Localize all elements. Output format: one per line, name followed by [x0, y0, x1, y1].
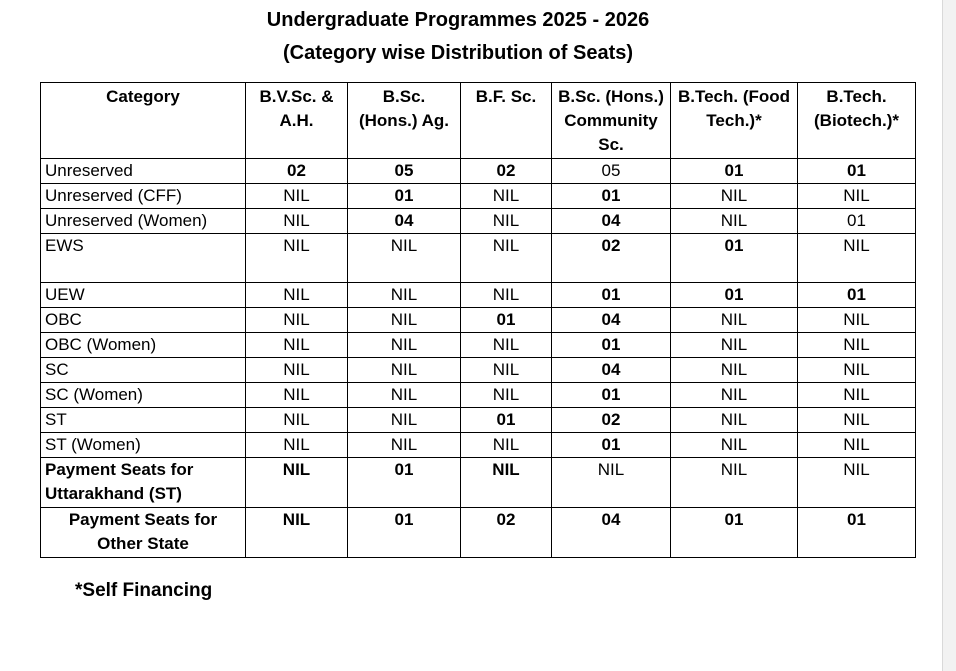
table-row — [41, 209, 916, 234]
seat-cell: NIL — [798, 184, 916, 209]
table-row — [41, 184, 916, 209]
seat-cell: NIL — [671, 333, 798, 358]
seat-cell: 01 — [798, 508, 916, 558]
seat-cell: 01 — [671, 159, 798, 184]
seat-cell: NIL — [348, 383, 461, 408]
table-header-row — [41, 83, 916, 159]
category-cell: Unreserved (CFF) — [41, 184, 246, 209]
seat-cell: NIL — [348, 308, 461, 333]
table-row — [41, 433, 916, 458]
seat-cell: NIL — [671, 184, 798, 209]
seat-cell: 01 — [671, 508, 798, 558]
seat-cell: NIL — [461, 458, 552, 508]
seat-cell: NIL — [798, 433, 916, 458]
seat-cell: 01 — [461, 308, 552, 333]
seat-cell: NIL — [348, 283, 461, 308]
seat-cell: NIL — [246, 184, 348, 209]
seat-cell: NIL — [246, 234, 348, 283]
table-row — [41, 358, 916, 383]
table-row — [41, 159, 916, 184]
seat-cell: 02 — [552, 408, 671, 433]
seat-cell: NIL — [461, 209, 552, 234]
seat-cell: NIL — [246, 283, 348, 308]
column-header-bsc-community: B.Sc. (Hons.) Community Sc. — [552, 83, 671, 159]
category-cell: Payment Seats for Other State — [41, 508, 246, 558]
seat-cell: NIL — [461, 184, 552, 209]
column-header-bvsc: B.V.Sc. & A.H. — [246, 83, 348, 159]
seat-cell: 01 — [348, 458, 461, 508]
category-cell: Unreserved (Women) — [41, 209, 246, 234]
category-cell: ST — [41, 408, 246, 433]
seat-cell: 01 — [552, 383, 671, 408]
table-row — [41, 333, 916, 358]
seat-cell: 04 — [348, 209, 461, 234]
seat-cell: NIL — [461, 333, 552, 358]
seat-cell: 01 — [348, 184, 461, 209]
seat-cell: NIL — [246, 433, 348, 458]
seat-cell: 01 — [461, 408, 552, 433]
column-header-btech-biotech: B.Tech. (Biotech.)* — [798, 83, 916, 159]
seat-cell: NIL — [461, 358, 552, 383]
category-cell: SC (Women) — [41, 383, 246, 408]
seat-cell: NIL — [461, 383, 552, 408]
seat-cell: 01 — [671, 283, 798, 308]
category-cell: EWS — [41, 234, 246, 283]
seat-cell: NIL — [246, 358, 348, 383]
category-cell: ST (Women) — [41, 433, 246, 458]
seat-cell: 01 — [671, 234, 798, 283]
seat-cell: NIL — [671, 433, 798, 458]
seat-cell: NIL — [798, 308, 916, 333]
seat-cell: NIL — [798, 358, 916, 383]
category-cell: SC — [41, 358, 246, 383]
seat-cell: NIL — [798, 234, 916, 283]
table-row — [41, 458, 916, 508]
column-header-bsc-ag: B.Sc. (Hons.) Ag. — [348, 83, 461, 159]
category-cell: UEW — [41, 283, 246, 308]
seat-cell: NIL — [552, 458, 671, 508]
seat-cell: NIL — [671, 358, 798, 383]
seat-cell: 04 — [552, 209, 671, 234]
table-row — [41, 234, 916, 283]
seat-cell: NIL — [246, 383, 348, 408]
seat-cell: NIL — [246, 458, 348, 508]
seat-cell: NIL — [348, 358, 461, 383]
seat-cell: NIL — [671, 408, 798, 433]
category-cell: OBC — [41, 308, 246, 333]
seat-cell: 01 — [552, 333, 671, 358]
seat-cell: 02 — [461, 508, 552, 558]
table-row — [41, 308, 916, 333]
seat-cell: 01 — [552, 184, 671, 209]
table-row — [41, 408, 916, 433]
page-title: Undergraduate Programmes 2025 - 2026 — [266, 9, 650, 31]
seat-cell: NIL — [246, 408, 348, 433]
seat-cell: 01 — [798, 159, 916, 184]
seat-cell: NIL — [671, 209, 798, 234]
seat-cell: 01 — [798, 209, 916, 234]
seat-cell: 04 — [552, 358, 671, 383]
table-row — [41, 283, 916, 308]
seat-cell: 02 — [552, 234, 671, 283]
column-header-category: Category — [41, 83, 246, 159]
seat-cell: NIL — [798, 458, 916, 508]
seat-cell: NIL — [798, 383, 916, 408]
seat-cell: 01 — [348, 508, 461, 558]
table-row — [41, 508, 916, 558]
footnote: *Self Financing — [75, 580, 213, 601]
seat-cell: 05 — [348, 159, 461, 184]
seat-cell: NIL — [671, 308, 798, 333]
window-edge — [942, 0, 956, 671]
seat-cell: 01 — [798, 283, 916, 308]
seat-cell: NIL — [246, 308, 348, 333]
seat-distribution-table — [40, 82, 916, 558]
category-cell: Payment Seats for Uttarakhand (ST) — [41, 458, 246, 508]
seat-cell: 01 — [552, 433, 671, 458]
seat-cell: NIL — [461, 234, 552, 283]
seat-cell: NIL — [461, 433, 552, 458]
column-header-bfsc: B.F. Sc. — [461, 83, 552, 159]
seat-cell: 04 — [552, 308, 671, 333]
seat-cell: 01 — [552, 283, 671, 308]
seat-cell: NIL — [348, 234, 461, 283]
category-cell: OBC (Women) — [41, 333, 246, 358]
seat-cell: 04 — [552, 508, 671, 558]
seat-cell: NIL — [798, 408, 916, 433]
seat-cell: NIL — [348, 408, 461, 433]
seat-cell: NIL — [246, 209, 348, 234]
seat-cell: NIL — [348, 333, 461, 358]
category-cell: Unreserved — [41, 159, 246, 184]
seat-cell: 02 — [461, 159, 552, 184]
table-row — [41, 383, 916, 408]
seat-cell: 05 — [552, 159, 671, 184]
seat-cell: NIL — [671, 458, 798, 508]
seat-cell: NIL — [246, 508, 348, 558]
page-subtitle: (Category wise Distribution of Seats) — [282, 42, 634, 64]
seat-cell: NIL — [461, 283, 552, 308]
seat-cell: NIL — [348, 433, 461, 458]
column-header-btech-food: B.Tech. (Food Tech.)* — [671, 83, 798, 159]
seat-cell: 02 — [246, 159, 348, 184]
seat-cell: NIL — [246, 333, 348, 358]
seat-cell: NIL — [671, 383, 798, 408]
seat-cell: NIL — [798, 333, 916, 358]
